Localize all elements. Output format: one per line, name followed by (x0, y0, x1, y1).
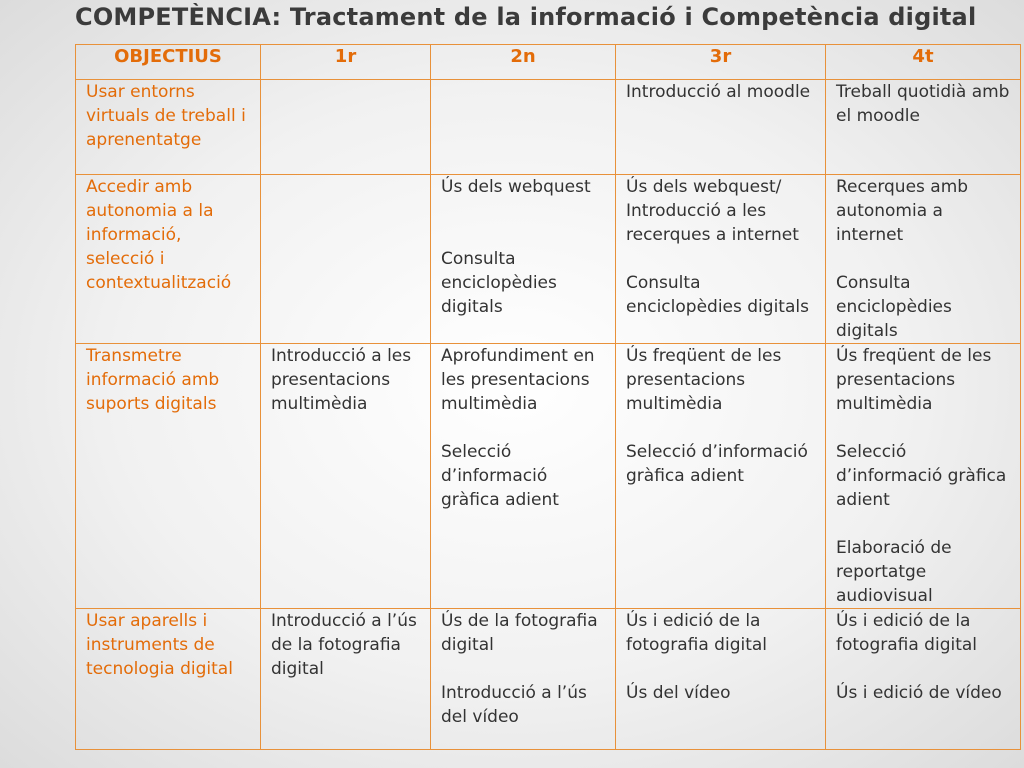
table-cell (261, 175, 431, 344)
header-1r: 1r (261, 45, 431, 80)
table-cell: Aprofundiment en les presentacions multimèdia Selecció d’informació gràfica adient (431, 344, 616, 609)
table-cell (261, 80, 431, 175)
objective-cell: Transmetre informació amb suports digitals (76, 344, 261, 609)
table-cell: Recerques amb autonomia a internet Consulta enciclopèdies digitals (826, 175, 1021, 344)
table-cell: Ús dels webquest/ Introducció a les recerques a internet Consulta enciclopèdies digitals (616, 175, 826, 344)
header-objectius: OBJECTIUS (76, 45, 261, 80)
table-cell: Treball quotidià amb el moodle (826, 80, 1021, 175)
table-cell: Ús de la fotografia digital Introducció a l’ús del vídeo (431, 609, 616, 750)
objective-cell: Usar entorns virtuals de treball i aprenentatge (76, 80, 261, 175)
table-cell: Ús i edició de la fotografia digital Ús i edició de vídeo (826, 609, 1021, 750)
competency-table (75, 44, 1021, 750)
table-cell: Introducció a les presentacions multimèdia (261, 344, 431, 609)
table-row (76, 609, 1021, 750)
table-cell: Ús i edició de la fotografia digital Ús del vídeo (616, 609, 826, 750)
header-4t: 4t (826, 45, 1021, 80)
table-cell: Introducció a l’ús de la fotografia digital (261, 609, 431, 750)
table-row (76, 344, 1021, 609)
objective-cell: Accedir amb autonomia a la informació, selecció i contextualització (76, 175, 261, 344)
page-title: COMPETÈNCIA: Tractament de la informació i Competència digital (75, 3, 977, 31)
table-cell: Ús dels webquest Consulta enciclopèdies digitals (431, 175, 616, 344)
objective-cell: Usar aparells i instruments de tecnologia digital (76, 609, 261, 750)
table-cell: Introducció al moodle (616, 80, 826, 175)
table-header-row (76, 45, 1021, 80)
table-cell: Ús freqüent de les presentacions multimèdia Selecció d’informació gràfica adient (616, 344, 826, 609)
table-cell: Ús freqüent de les presentacions multimèdia Selecció d’informació gràfica adient Elaboració de reportatge audiovisual (826, 344, 1021, 609)
header-2n: 2n (431, 45, 616, 80)
table-row (76, 175, 1021, 344)
table-cell (431, 80, 616, 175)
header-3r: 3r (616, 45, 826, 80)
table-row (76, 80, 1021, 175)
